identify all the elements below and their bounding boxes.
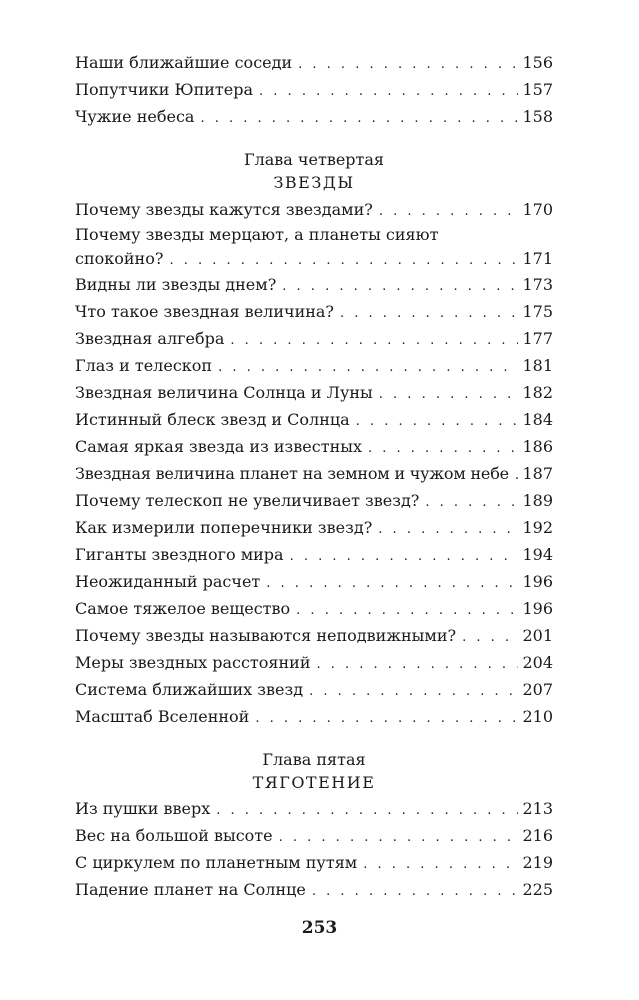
toc-entry-page: 170	[522, 200, 553, 219]
toc-entry-page: 207	[522, 680, 553, 699]
chapter-title: ЗВЕЗДЫ	[273, 173, 355, 192]
toc-entry-title: Почему звезды называются неподвижными?	[75, 626, 457, 645]
toc-entry-title: Падение планет на Солнце	[75, 880, 306, 899]
toc-entry-title: Глаз и телескоп	[75, 356, 213, 375]
toc-entry	[75, 599, 553, 621]
toc-entry	[75, 225, 553, 269]
toc-entry-page: 219	[522, 853, 553, 872]
toc-entry-title: Наши ближайшие соседи	[75, 53, 293, 72]
toc-entry-page: 196	[522, 572, 553, 591]
dot-leader	[298, 55, 518, 75]
toc-entry-title: Система ближайших звезд	[75, 680, 304, 699]
toc-entry-page: 187	[522, 464, 553, 483]
toc-entry-title: Звездная алгебра	[75, 329, 225, 348]
dot-leader	[259, 82, 518, 102]
dot-leader	[296, 601, 518, 621]
toc-entry-page: 184	[522, 410, 553, 429]
toc-entry-title: Масштаб Вселенной	[75, 707, 250, 726]
toc-entry-page: 175	[522, 302, 553, 321]
dot-leader	[200, 109, 518, 129]
toc-entry-page: 204	[522, 653, 553, 672]
toc-entry-page: 216	[522, 826, 553, 845]
dot-leader	[363, 855, 518, 875]
toc-entry-line2	[75, 249, 553, 271]
toc-entry-page: 156	[522, 53, 553, 72]
toc-entry-page: 182	[522, 383, 553, 402]
toc-entry-title: Что такое звездная величина?	[75, 302, 335, 321]
toc-entry-title: Чужие небеса	[75, 107, 195, 126]
dot-leader	[356, 412, 519, 432]
dot-leader	[379, 385, 519, 405]
dot-leader	[266, 574, 518, 594]
toc-entry-title: Звездная величина планет на земном и чужом небе	[75, 464, 509, 483]
toc-entry-title-line1: Почему звезды мерцают, а планеты сияют	[75, 225, 439, 244]
dot-leader	[316, 655, 518, 675]
toc-entry-title: Видны ли звезды днем?	[75, 275, 277, 294]
toc-entry	[75, 80, 553, 102]
toc-entry	[75, 880, 553, 902]
toc-entry	[75, 518, 553, 540]
toc-entry-title: Почему телескоп не увеличивает звезд?	[75, 491, 420, 510]
dot-leader	[216, 801, 518, 821]
dot-leader	[378, 520, 518, 540]
dot-leader	[218, 358, 518, 378]
dot-leader	[169, 251, 518, 271]
dot-leader	[368, 439, 518, 459]
toc-entry	[75, 383, 553, 405]
toc-entry	[75, 410, 553, 432]
toc-entry-page: 186	[522, 437, 553, 456]
toc-entry	[75, 437, 553, 459]
dot-leader	[379, 202, 519, 222]
toc-entry-title: Как измерили поперечники звезд?	[75, 518, 373, 537]
toc-entry-page: 210	[522, 707, 553, 726]
toc-entry	[75, 302, 553, 324]
toc-entry-page: 196	[522, 599, 553, 618]
toc-entry-title: Вес на большой высоте	[75, 826, 273, 845]
toc-entry-title: Из пушки вверх	[75, 799, 211, 818]
toc-entry-title: Самое тяжелое вещество	[75, 599, 291, 618]
toc-entry	[75, 626, 553, 648]
dot-leader	[425, 493, 518, 513]
toc-entry-page: 192	[522, 518, 553, 537]
toc-entry-page: 181	[522, 356, 553, 375]
toc-entry	[75, 572, 553, 594]
dot-leader	[282, 277, 518, 297]
toc-entry	[75, 200, 553, 222]
dot-leader	[255, 709, 518, 729]
toc-entry	[75, 464, 553, 486]
toc-entry-page: 213	[522, 799, 553, 818]
toc-entry-page: 225	[522, 880, 553, 899]
dot-leader	[230, 331, 518, 351]
toc-entry-title: Меры звездных расстояний	[75, 653, 311, 672]
toc-entry-title: Почему звезды кажутся звездами?	[75, 200, 373, 219]
dot-leader	[462, 628, 518, 648]
dot-leader	[279, 828, 519, 848]
chapter-title: ТЯГОТЕНИЕ	[252, 773, 376, 792]
toc-entry-title: Неожиданный расчет	[75, 572, 261, 591]
toc-entry-page: 158	[522, 107, 553, 126]
toc-entry	[75, 545, 553, 567]
dot-leader	[312, 882, 519, 902]
toc-entry-title: Истинный блеск звезд и Солнца	[75, 410, 350, 429]
toc-entry-title: Самая яркая звезда из известных	[75, 437, 362, 456]
dot-leader	[290, 547, 519, 567]
toc-entry	[75, 53, 553, 75]
toc-entry-page: 177	[522, 329, 553, 348]
toc-entry-page: 194	[522, 545, 553, 564]
toc-entry-page: 189	[522, 491, 553, 510]
toc-entry-title: С циркулем по планетным путям	[75, 853, 358, 872]
toc-entry-page: 171	[522, 249, 553, 268]
toc-entry	[75, 826, 553, 848]
toc-entry	[75, 329, 553, 351]
toc-entry	[75, 491, 553, 513]
toc-entry	[75, 707, 553, 729]
toc-entry-title-line2: спокойно?	[75, 249, 164, 268]
toc-entry	[75, 680, 553, 702]
dot-leader	[340, 304, 518, 324]
toc-entry-page: 157	[522, 80, 553, 99]
toc-entry	[75, 275, 553, 297]
page-number: 253	[301, 918, 338, 938]
chapter-heading: Глава четвертая	[243, 150, 385, 169]
toc-entry	[75, 799, 553, 821]
dot-leader	[309, 682, 518, 702]
toc-entry	[75, 107, 553, 129]
toc-entry-page: 173	[522, 275, 553, 294]
chapter-heading: Глава пятая	[262, 750, 366, 769]
toc-entry-title: Звездная величина Солнца и Луны	[75, 383, 373, 402]
toc-entry-title: Гиганты звездного мира	[75, 545, 284, 564]
toc-entry-title: Попутчики Юпитера	[75, 80, 254, 99]
toc-entry	[75, 653, 553, 675]
toc-entry	[75, 356, 553, 378]
toc-entry	[75, 853, 553, 875]
toc-entry-page: 201	[522, 626, 553, 645]
